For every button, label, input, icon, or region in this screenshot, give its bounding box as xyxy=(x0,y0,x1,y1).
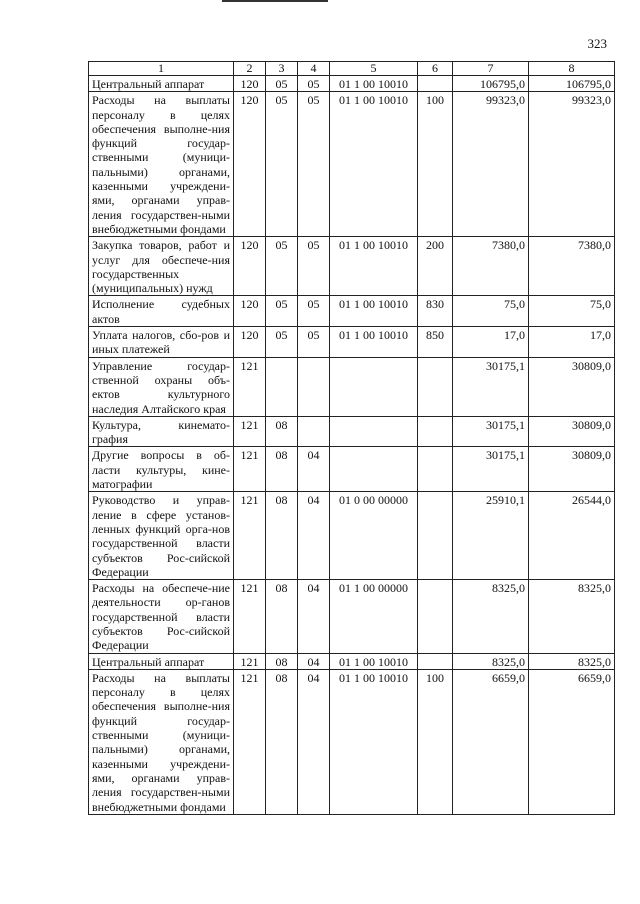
target-article-cell xyxy=(330,447,418,492)
column-header: 6 xyxy=(418,62,453,76)
top-rule xyxy=(222,0,328,2)
department-code-cell: 120 xyxy=(234,296,266,327)
expense-type-cell xyxy=(418,416,453,447)
section-code-cell: 05 xyxy=(266,237,298,296)
expenditure-name-cell: Закупка товаров, работ и услуг для обеспече-ния государственных (муниципальных) нужд xyxy=(89,237,234,296)
column-header: 5 xyxy=(330,62,418,76)
subsection-code-cell: 05 xyxy=(298,92,330,237)
page-number: 323 xyxy=(587,36,607,51)
section-code-cell: 08 xyxy=(266,447,298,492)
target-article-cell: 01 0 00 00000 xyxy=(330,492,418,580)
amount-year1-cell: 17,0 xyxy=(453,327,529,358)
table-row xyxy=(89,416,615,447)
target-article-cell: 01 1 00 10010 xyxy=(330,237,418,296)
department-code-cell: 121 xyxy=(234,580,266,653)
subsection-code-cell: 05 xyxy=(298,296,330,327)
expenditure-name-cell: Другие вопросы в об-ласти культуры, кине-матографии xyxy=(89,447,234,492)
subsection-code-cell: 04 xyxy=(298,492,330,580)
department-code-cell: 121 xyxy=(234,447,266,492)
amount-year2-cell: 30809,0 xyxy=(529,416,615,447)
subsection-code-cell: 05 xyxy=(298,237,330,296)
amount-year2-cell: 30809,0 xyxy=(529,447,615,492)
expenditure-name-cell: Руководство и управ-ление в сфере установ-ленных функций орга-нов государственной власти субъектов Рос-сийской Федерации xyxy=(89,492,234,580)
amount-year1-cell: 106795,0 xyxy=(453,76,529,92)
budget-table xyxy=(88,61,615,815)
expenditure-name-cell: Уплата налогов, сбо-ров и иных платежей xyxy=(89,327,234,358)
section-code-cell: 08 xyxy=(266,669,298,814)
department-code-cell: 121 xyxy=(234,492,266,580)
target-article-cell: 01 1 00 00000 xyxy=(330,580,418,653)
amount-year1-cell: 75,0 xyxy=(453,296,529,327)
amount-year2-cell: 17,0 xyxy=(529,327,615,358)
expenditure-name-cell: Расходы на выплаты персоналу в целях обеспечения выполне-ния функций государ-ственными (муници-пальными) органами, казенными учреждени-ями, органами управ-ления государствен-ными внебюджетными фондами xyxy=(89,669,234,814)
amount-year1-cell: 7380,0 xyxy=(453,237,529,296)
table-header-row xyxy=(89,62,615,76)
table-row xyxy=(89,669,615,814)
subsection-code-cell xyxy=(298,357,330,416)
target-article-cell: 01 1 00 10010 xyxy=(330,76,418,92)
table-row xyxy=(89,237,615,296)
expense-type-cell xyxy=(418,653,453,669)
amount-year2-cell: 8325,0 xyxy=(529,653,615,669)
expense-type-cell: 100 xyxy=(418,92,453,237)
department-code-cell: 120 xyxy=(234,92,266,237)
subsection-code-cell: 04 xyxy=(298,580,330,653)
subsection-code-cell: 04 xyxy=(298,447,330,492)
column-header: 8 xyxy=(529,62,615,76)
subsection-code-cell: 05 xyxy=(298,76,330,92)
table-body xyxy=(89,76,615,815)
department-code-cell: 121 xyxy=(234,416,266,447)
column-header: 4 xyxy=(298,62,330,76)
target-article-cell: 01 1 00 10010 xyxy=(330,669,418,814)
expenditure-name-cell: Управление государ-ственной охраны объ-ектов культурного наследия Алтайского края xyxy=(89,357,234,416)
department-code-cell: 120 xyxy=(234,76,266,92)
table-row xyxy=(89,327,615,358)
column-header: 3 xyxy=(266,62,298,76)
column-header: 7 xyxy=(453,62,529,76)
section-code-cell: 08 xyxy=(266,492,298,580)
subsection-code-cell: 04 xyxy=(298,669,330,814)
expense-type-cell: 100 xyxy=(418,669,453,814)
amount-year1-cell: 30175,1 xyxy=(453,447,529,492)
amount-year1-cell: 8325,0 xyxy=(453,653,529,669)
department-code-cell: 121 xyxy=(234,653,266,669)
expenditure-name-cell: Исполнение судебных актов xyxy=(89,296,234,327)
expense-type-cell xyxy=(418,357,453,416)
table-row xyxy=(89,92,615,237)
expense-type-cell xyxy=(418,492,453,580)
expenditure-name-cell: Культура, кинемато-графия xyxy=(89,416,234,447)
amount-year1-cell: 30175,1 xyxy=(453,357,529,416)
section-code-cell: 05 xyxy=(266,92,298,237)
department-code-cell: 121 xyxy=(234,357,266,416)
target-article-cell: 01 1 00 10010 xyxy=(330,653,418,669)
section-code-cell: 08 xyxy=(266,580,298,653)
target-article-cell: 01 1 00 10010 xyxy=(330,327,418,358)
amount-year1-cell: 8325,0 xyxy=(453,580,529,653)
amount-year2-cell: 8325,0 xyxy=(529,580,615,653)
amount-year2-cell: 26544,0 xyxy=(529,492,615,580)
expenditure-name-cell: Расходы на выплаты персоналу в целях обеспечения выполне-ния функций государ-ственными (муници-пальными) органами, казенными учреждени-ями, органами управ-ления государствен-ными внебюджетными фондами xyxy=(89,92,234,237)
table-row xyxy=(89,357,615,416)
department-code-cell: 120 xyxy=(234,327,266,358)
table-row xyxy=(89,447,615,492)
table-row xyxy=(89,76,615,92)
amount-year2-cell: 7380,0 xyxy=(529,237,615,296)
expense-type-cell: 850 xyxy=(418,327,453,358)
section-code-cell: 08 xyxy=(266,653,298,669)
expense-type-cell xyxy=(418,447,453,492)
table-row xyxy=(89,653,615,669)
table-row xyxy=(89,296,615,327)
section-code-cell: 05 xyxy=(266,76,298,92)
expense-type-cell xyxy=(418,580,453,653)
subsection-code-cell: 05 xyxy=(298,327,330,358)
expense-type-cell xyxy=(418,76,453,92)
amount-year1-cell: 99323,0 xyxy=(453,92,529,237)
subsection-code-cell xyxy=(298,416,330,447)
section-code-cell: 05 xyxy=(266,296,298,327)
subsection-code-cell: 04 xyxy=(298,653,330,669)
table-row xyxy=(89,492,615,580)
column-header: 1 xyxy=(89,62,234,76)
amount-year2-cell: 75,0 xyxy=(529,296,615,327)
expense-type-cell: 200 xyxy=(418,237,453,296)
target-article-cell xyxy=(330,357,418,416)
section-code-cell: 08 xyxy=(266,416,298,447)
expense-type-cell: 830 xyxy=(418,296,453,327)
section-code-cell xyxy=(266,357,298,416)
table-row xyxy=(89,580,615,653)
department-code-cell: 121 xyxy=(234,669,266,814)
expenditure-name-cell: Центральный аппарат xyxy=(89,76,234,92)
target-article-cell: 01 1 00 10010 xyxy=(330,92,418,237)
target-article-cell xyxy=(330,416,418,447)
amount-year2-cell: 106795,0 xyxy=(529,76,615,92)
amount-year1-cell: 25910,1 xyxy=(453,492,529,580)
target-article-cell: 01 1 00 10010 xyxy=(330,296,418,327)
department-code-cell: 120 xyxy=(234,237,266,296)
expenditure-name-cell: Центральный аппарат xyxy=(89,653,234,669)
expenditure-name-cell: Расходы на обеспече-ние деятельности ор-ганов государственной власти субъектов Рос-сийской Федерации xyxy=(89,580,234,653)
amount-year2-cell: 30809,0 xyxy=(529,357,615,416)
amount-year1-cell: 6659,0 xyxy=(453,669,529,814)
column-header: 2 xyxy=(234,62,266,76)
amount-year2-cell: 6659,0 xyxy=(529,669,615,814)
amount-year1-cell: 30175,1 xyxy=(453,416,529,447)
amount-year2-cell: 99323,0 xyxy=(529,92,615,237)
section-code-cell: 05 xyxy=(266,327,298,358)
